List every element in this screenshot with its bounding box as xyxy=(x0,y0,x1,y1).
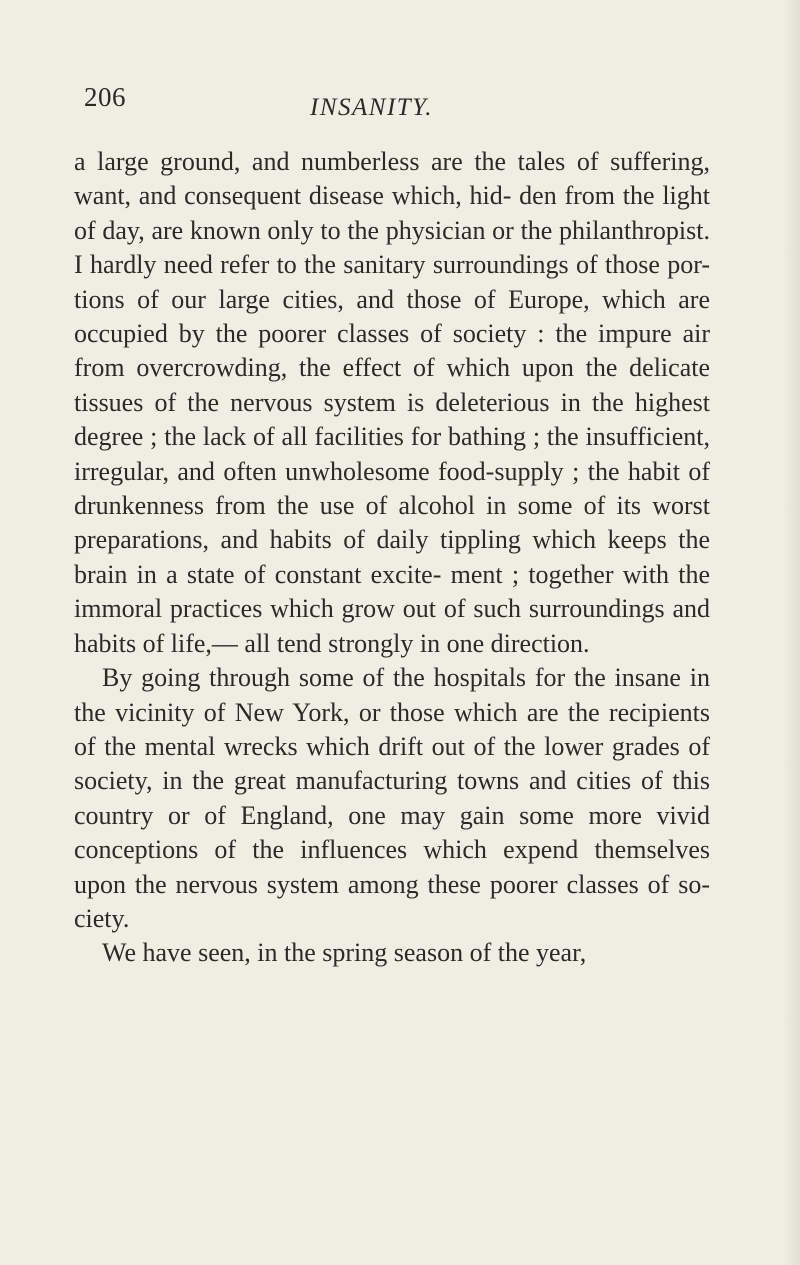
page-edge-shadow xyxy=(782,0,800,1265)
body-text xyxy=(74,145,710,971)
running-head: INSANITY. xyxy=(310,94,434,121)
paragraph-2: By going through some of the hospitals for the insane in the vicinity of New York, or those which are the recipients of the mental wrecks which drift out of the lower grades of society, in the great manufacturing towns and cities of this country or of England, one may gain some more vivid conceptions of the influences which expend themselves upon the nervous system among these poorer classes of so- ciety. xyxy=(74,663,710,933)
page-number: 206 xyxy=(84,82,126,112)
paragraph-1: a large ground, and numberless are the tales of suffering, want, and consequent disease which, hid- den from the light of day, are known only to the physician or the philanthropist. I hardly need refer to the sanitary surroundings of those por- tions of our large cities, and those of Europe, which are occupied by the poorer classes of society : the impure air from overcrowding, the effect of which upon the delicate tissues of the nervous system is deleterious in the highest degree ; the lack of all facilities for bathing ; the insufficient, irregular, and often unwholesome food-supply ; the habit of drunkenness from the use of alcohol in some of its worst preparations, and habits of daily tippling which keeps the brain in a state of constant excite- ment ; together with the immoral practices which grow out of such surroundings and habits of life,— all tend strongly in one direction. xyxy=(74,147,710,658)
paragraph-3: We have seen, in the spring season of the year, xyxy=(102,938,587,968)
